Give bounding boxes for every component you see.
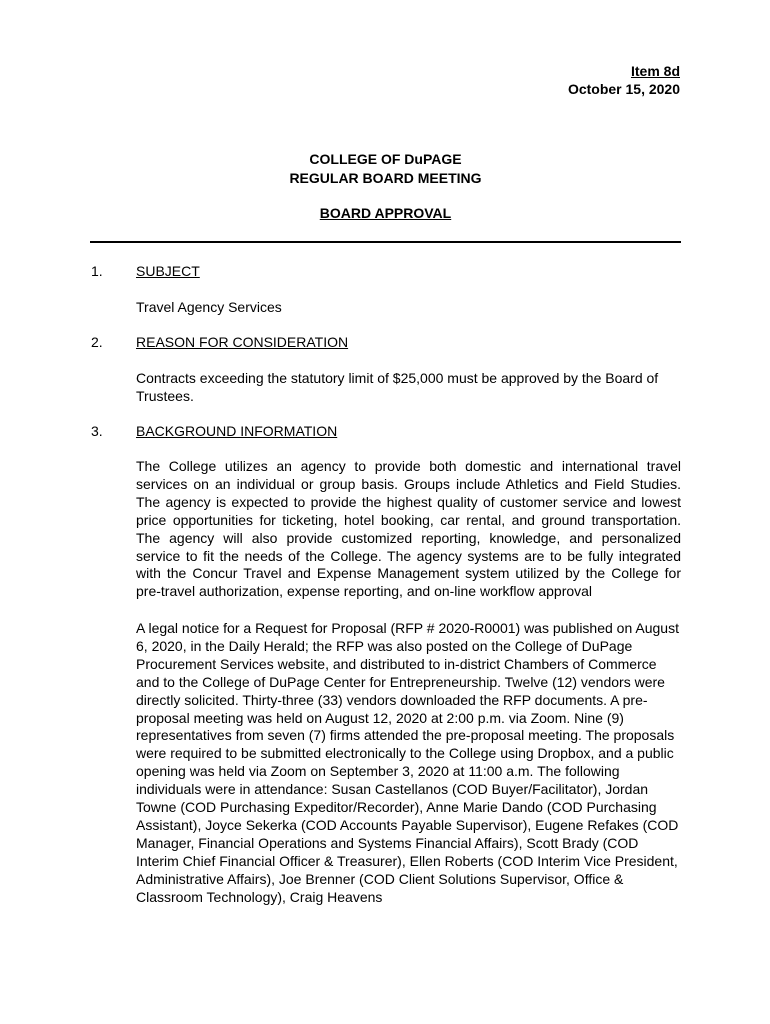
section-2-text: Contracts exceeding the statutory limit of $25,000 must be approved by the Board of Trustees.	[136, 370, 659, 404]
page-header	[568, 62, 680, 98]
section-2-number: 2.	[91, 334, 103, 350]
section-1-text: Travel Agency Services	[136, 299, 282, 315]
document-title	[90, 150, 681, 188]
item-number: Item 8d	[630, 63, 680, 79]
board-approval-heading: BOARD APPROVAL	[319, 205, 452, 221]
section-1-heading: SUBJECT	[136, 263, 200, 279]
section-3-number: 3.	[91, 423, 103, 439]
college-name: COLLEGE OF DuPAGE	[309, 151, 462, 167]
meeting-date: October 15, 2020	[567, 81, 680, 97]
section-3-paragraph-2: A legal notice for a Request for Proposal (RFP # 2020-R0001) was published on August 6, 2020, in the Daily Herald; the RFP was also posted on the College of DuPage Procurement Services website, and distributed to in-district Chambers of Commerce and to the College of DuPage Center for Entrepreneurship. Twelve (12) vendors were directly solicited. Thirty-three (33) vendors downloaded the RFP documents. A pre-proposal meeting was held on August 12, 2020 at 2:00 p.m. via Zoom. Nine (9) representatives from seven (7) firms attended the pre-proposal meeting. The proposals were required to be submitted electronically to the College using Dropbox, and a public opening was held via Zoom on September 3, 2020 at 11:00 a.m. The following individuals were in attendance: Susan Castellanos (COD Buyer/Facilitator), Jordan Towne (COD Purchasing Expeditor/Recorder), Anne Marie Dando (COD Purchasing Assistant), Joyce Sekerka (COD Accounts Payable Supervisor), Eugene Refakes (COD Manager, Financial Operations and Systems Financial Affairs), Scott Brady (COD Interim Chief Financial Officer & Treasurer), Ellen Roberts (COD Interim Vice President, Administrative Affairs), Joe Brenner (COD Client Solutions Supervisor, Office & Classroom Technology), Craig Heavens	[136, 620, 679, 905]
meeting-type: REGULAR BOARD MEETING	[289, 170, 482, 186]
section-3-paragraph-1: The College utilizes an agency to provide both domestic and international travel services on an individual or group basis. Groups include Athletics and Field Studies. The agency is expected to provide the highest quality of customer service and lowest price opportunities for ticketing, hotel booking, car rental, and ground transportation. The agency will also provide customized reporting, knowledge, and personalized service to fit the needs of the College. The agency systems are to be fully integrated with the Concur Travel and Expense Management system utilized by the College for pre-travel authorization, expense reporting, and on-line workflow approval	[136, 458, 681, 600]
section-3-heading: BACKGROUND INFORMATION	[136, 423, 338, 439]
section-2-heading: REASON FOR CONSIDERATION	[136, 334, 349, 350]
header-divider	[90, 241, 681, 243]
section-1-number: 1.	[91, 263, 103, 279]
